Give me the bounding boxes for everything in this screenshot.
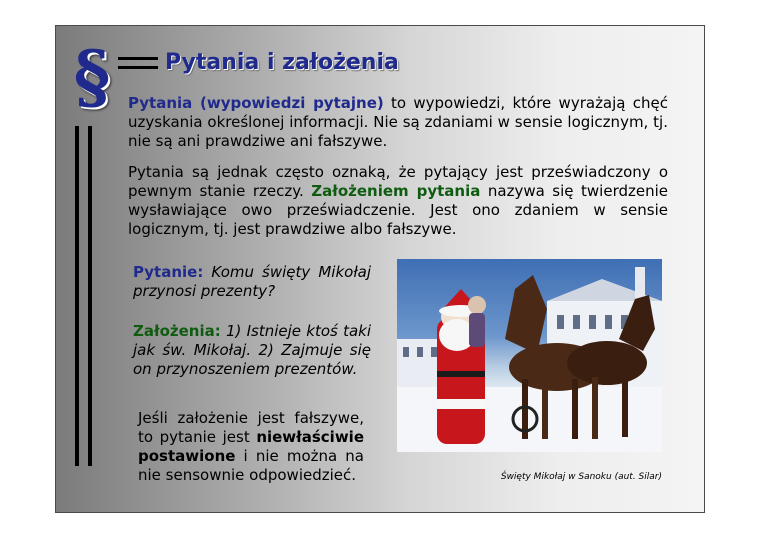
- conclusion-text-before: Jeśli założenie jest fałszywe, to pytanie jest: [138, 409, 364, 446]
- decorative-vertical-bar: [75, 126, 79, 466]
- definition-questions-text: to wypowiedzi, które wyrażają chęć uzyskania określonej informacji. Nie są zdaniami w sensie logicznym, tj. nie są ani prawdziwe ani fałszywe.: [128, 94, 668, 150]
- definition-assumption-paragraph: [128, 163, 668, 239]
- conclusion-text-after: i nie można na nie sensownie odpowiedzieć.: [138, 447, 364, 484]
- conclusion-emphasis: niewłaściwie postawione: [138, 428, 364, 465]
- example-question-text: Komu święty Mikołaj przynosi prezenty?: [133, 263, 371, 300]
- term-questions: Pytania (wypowiedzi pytajne): [128, 94, 384, 112]
- santa-photo: [397, 259, 662, 452]
- section-symbol: §: [73, 35, 111, 118]
- example-assumptions-label: Założenia:: [133, 322, 221, 340]
- decorative-horizontal-bar: [118, 66, 158, 69]
- slide-title: Pytania i założenia: [165, 50, 399, 75]
- decorative-horizontal-bar: [118, 57, 158, 60]
- photo-caption: Święty Mikołaj w Sanoku (aut. Silar): [500, 472, 662, 482]
- definition-questions-paragraph: [128, 94, 668, 151]
- assumption-text-after: nazywa się twierdzenie wysławiające owo przeświadczenie. Jest ono zdaniem w sensie logicznym, tj. jest prawdziwe albo fałszywe.: [128, 182, 669, 238]
- assumption-text-before: Pytania są jednak często oznaką, że pytający jest przeświadczony o pewnym stanie rzeczy.: [128, 163, 668, 200]
- conclusion-text: [138, 409, 364, 485]
- example-question-label: Pytanie:: [133, 263, 204, 281]
- example-assumptions-text: 1) Istnieje ktoś taki jak św. Mikołaj. 2) Zajmuje się on przynoszeniem prezentów.: [133, 322, 371, 378]
- decorative-vertical-bar: [88, 126, 92, 466]
- term-assumption: Założeniem pytania: [311, 182, 481, 200]
- example-question: [133, 263, 371, 301]
- example-assumptions: [133, 322, 371, 379]
- santa-photo-illustration: [397, 259, 662, 452]
- slide: [55, 25, 705, 513]
